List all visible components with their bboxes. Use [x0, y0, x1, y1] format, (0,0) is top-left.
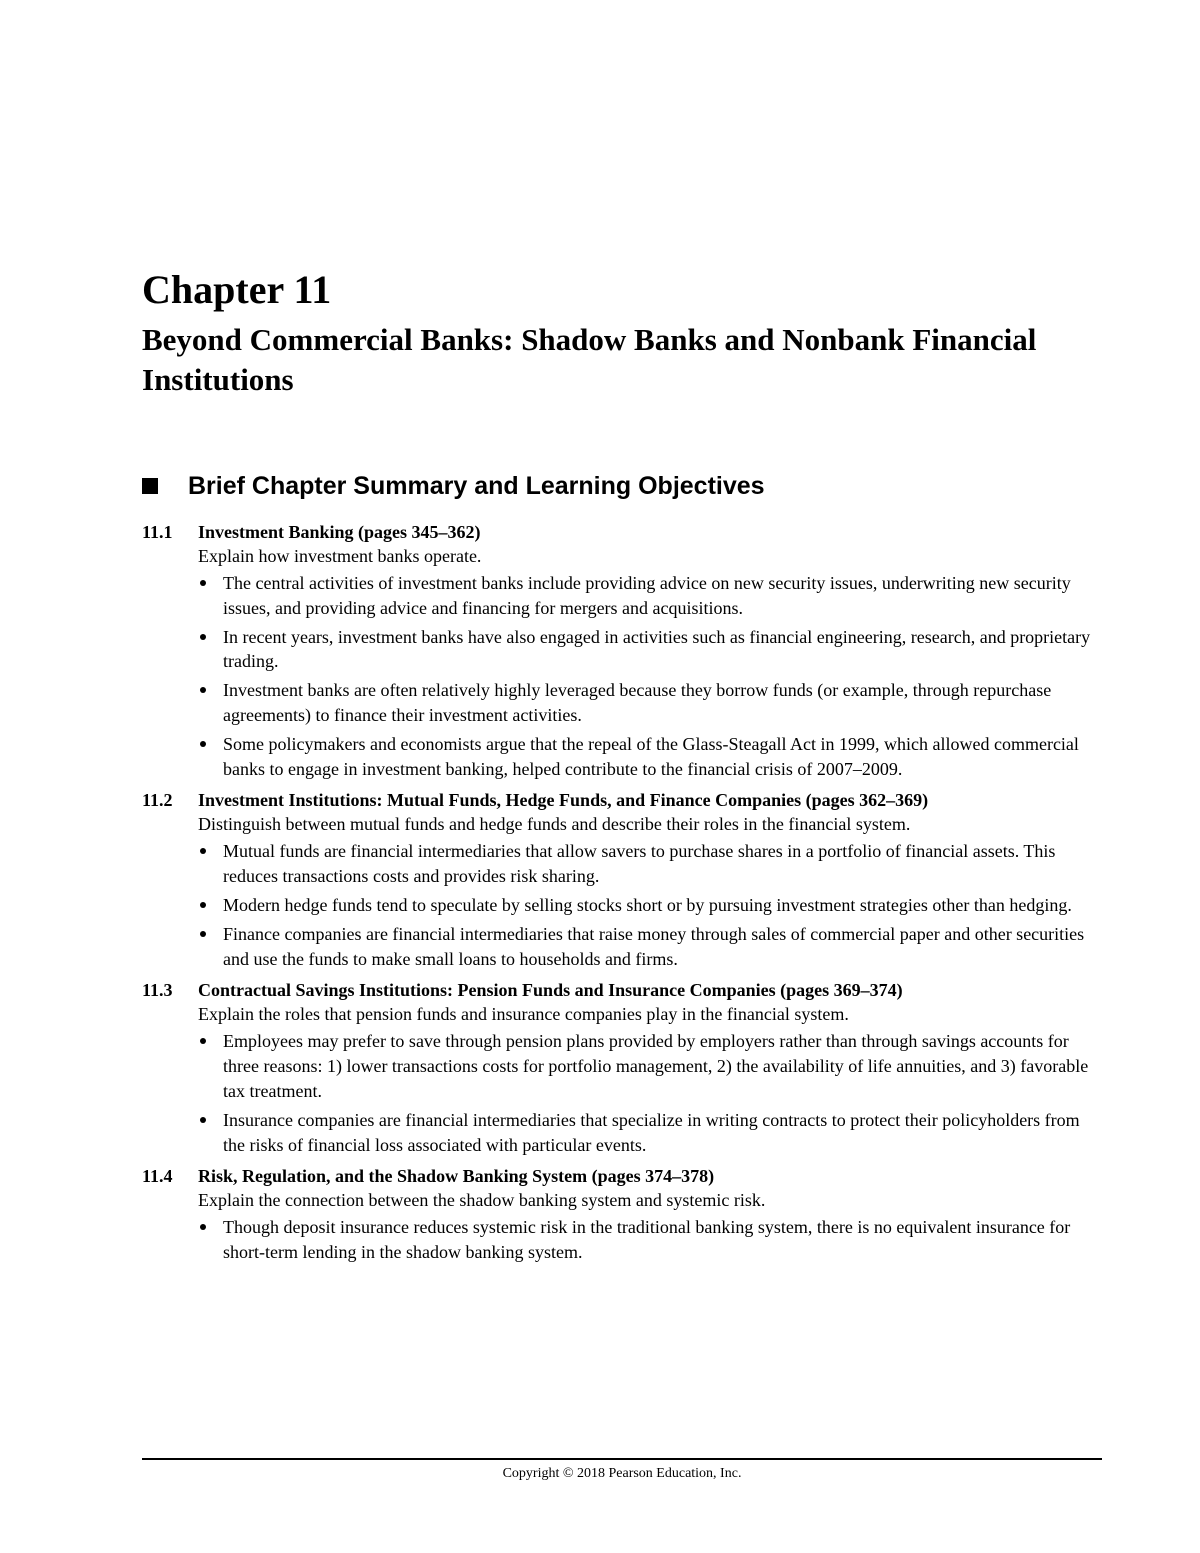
- objective-11-3: [142, 978, 1102, 1157]
- list-item: Employees may prefer to save through pension plans provided by employers rather than through savings accounts for three reasons: 1) lower transactions costs for portfolio management, 2) the availability of life annuities, and 3) favorable tax treatment.: [198, 1029, 1102, 1103]
- list-item: Mutual funds are financial intermediaries that allow savers to purchase shares in a portfolio of financial assets. This reduces transactions costs and provides risk sharing.: [198, 839, 1102, 889]
- bullet-dot-icon: [198, 893, 223, 918]
- objective-number: 11.3: [142, 980, 173, 1001]
- bullet-dot-icon: [198, 571, 223, 621]
- objective-title: Risk, Regulation, and the Shadow Banking System (pages 374–378): [198, 1166, 715, 1187]
- bullet-dot-icon: [198, 1215, 223, 1265]
- objective-number: 11.4: [142, 1166, 173, 1187]
- bullet-list: [142, 1215, 1102, 1265]
- square-bullet-icon: [142, 478, 158, 494]
- objective-number: 11.2: [142, 790, 173, 811]
- objective-explanation: Explain the roles that pension funds and insurance companies play in the financial system.: [198, 1004, 849, 1025]
- objective-explanation: Explain how investment banks operate.: [198, 546, 482, 566]
- bullet-dot-icon: [198, 1108, 223, 1158]
- list-item: Investment banks are often relatively highly leveraged because they borrow funds (or example, through repurchase agreements) to finance their investment activities.: [198, 678, 1102, 728]
- bullet-dot-icon: [198, 678, 223, 728]
- footer-divider: [142, 1458, 1102, 1460]
- chapter-title: Beyond Commercial Banks: Shadow Banks and Nonbank Financial Institutions: [142, 322, 1037, 397]
- list-item: The central activities of investment banks include providing advice on new security issues, underwriting new security issues, and providing advice and financing for mergers and acquisitions.: [198, 571, 1102, 621]
- objective-11-1: [142, 520, 1102, 781]
- objective-title: Investment Banking (pages 345–362): [198, 522, 481, 542]
- footer-copyright: Copyright © 2018 Pearson Education, Inc.: [502, 1466, 742, 1481]
- objective-title: Investment Institutions: Mutual Funds, Hedge Funds, and Finance Companies (pages 362–369): [198, 790, 929, 811]
- learning-objectives: [142, 520, 1102, 1272]
- chapter-number: Chapter 11: [142, 267, 332, 312]
- objective-explanation: Explain the connection between the shadow banking system and systemic risk.: [198, 1190, 766, 1211]
- section-heading: [142, 470, 765, 502]
- bullet-dot-icon: [198, 922, 223, 972]
- objective-title: Contractual Savings Institutions: Pension Funds and Insurance Companies (pages 369–374): [198, 980, 903, 1001]
- list-item: Insurance companies are financial intermediaries that specialize in writing contracts to protect their policyholders from the risks of financial loss associated with particular events.: [198, 1108, 1102, 1158]
- bullet-dot-icon: [198, 839, 223, 889]
- list-item: Some policymakers and economists argue that the repeal of the Glass-Steagall Act in 1999, which allowed commercial banks to engage in investment banking, helped contribute to the financial crisis of 2007–2009.: [198, 732, 1102, 782]
- list-item: Finance companies are financial intermediaries that raise money through sales of commercial paper and other securities and use the funds to make small loans to households and firms.: [198, 922, 1102, 972]
- bullet-list: [142, 1029, 1102, 1157]
- bullet-dot-icon: [198, 1029, 223, 1103]
- list-item: Though deposit insurance reduces systemic risk in the traditional banking system, there is no equivalent insurance for short-term lending in the shadow banking system.: [198, 1215, 1102, 1265]
- list-item: Modern hedge funds tend to speculate by selling stocks short or by pursuing investment strategies other than hedging.: [198, 893, 1102, 918]
- section-heading-text: Brief Chapter Summary and Learning Objectives: [188, 471, 765, 500]
- objective-number: 11.1: [142, 522, 173, 542]
- bullet-dot-icon: [198, 625, 223, 675]
- bullet-list: [142, 571, 1102, 781]
- objective-11-2: [142, 788, 1102, 971]
- objective-11-4: [142, 1164, 1102, 1265]
- bullet-list: [142, 839, 1102, 971]
- objective-explanation: Distinguish between mutual funds and hedge funds and describe their roles in the financial system.: [198, 814, 911, 835]
- list-item: In recent years, investment banks have also engaged in activities such as financial engineering, research, and proprietary trading.: [198, 625, 1102, 675]
- bullet-dot-icon: [198, 732, 223, 782]
